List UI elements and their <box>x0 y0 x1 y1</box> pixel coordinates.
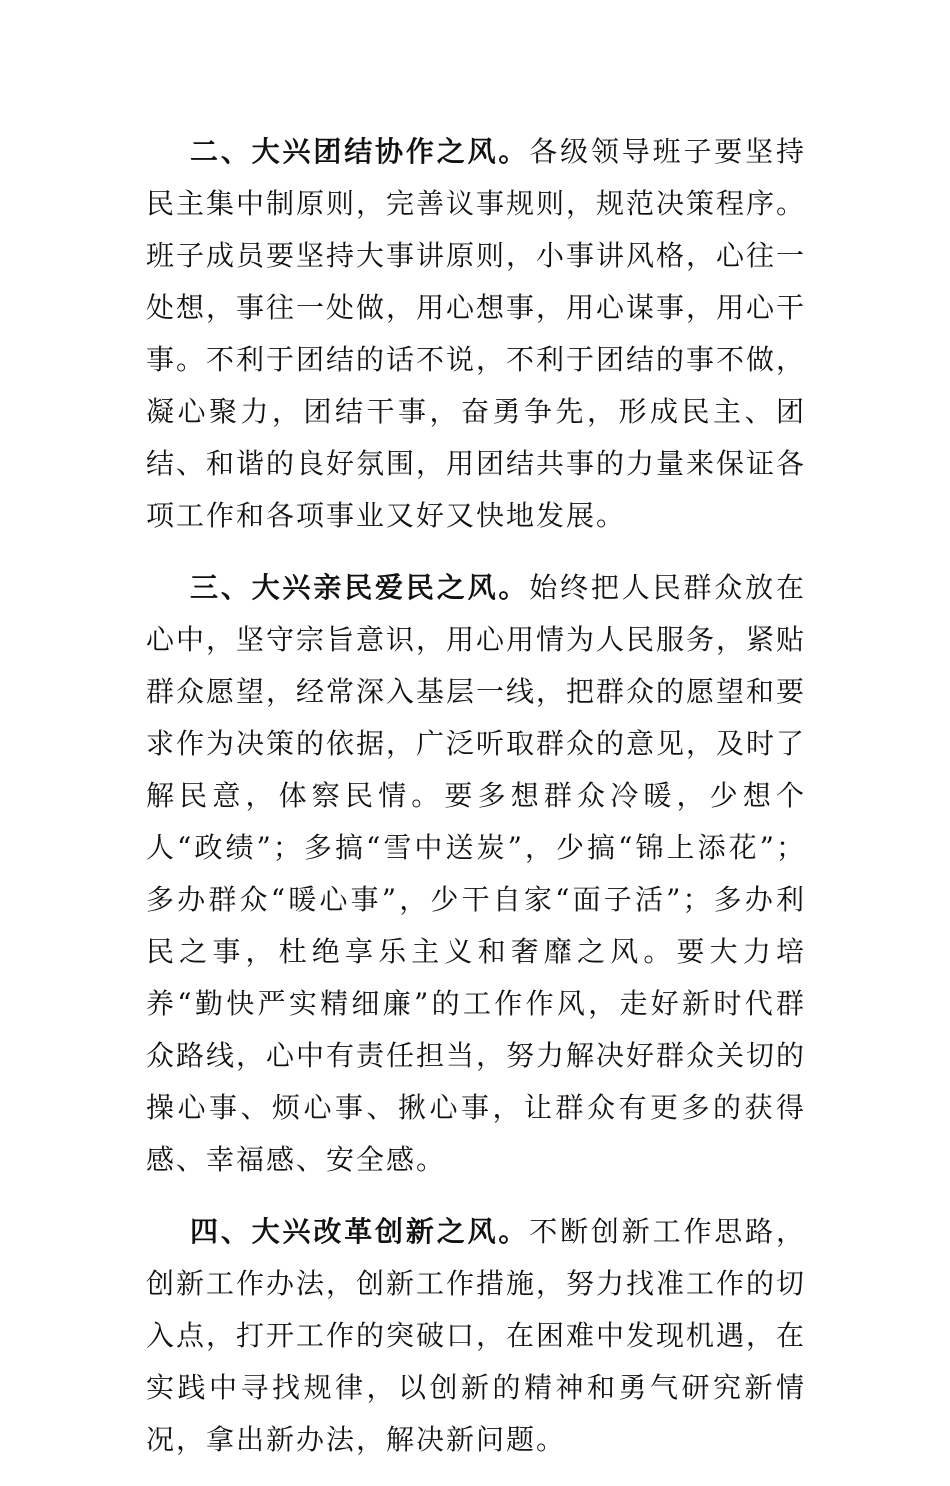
section-paragraph-4 <box>146 1206 806 1466</box>
section-body-4: 不断创新工作思路，创新工作办法，创新工作措施，努力找准工作的切入点，打开工作的突破口，在困难中发现机遇，在实践中寻找规律，以创新的精神和勇气研究新情况，拿出新办法，解决新问题。 <box>146 1215 807 1456</box>
section-heading-3: 三、大兴亲民爱民之风。 <box>190 571 530 604</box>
document-body <box>146 126 806 1486</box>
section-paragraph-3 <box>146 562 806 1186</box>
section-body-2: 各级领导班子要坚持民主集中制原则，完善议事规则，规范决策程序。班子成员要坚持大事讲原则，小事讲风格，心往一处想，事往一处做，用心想事，用心谋事，用心干事。不利于团结的话不说，不利于团结的事不做，凝心聚力，团结干事，奋勇争先，形成民主、团结、和谐的良好氛围，用团结共事的力量来保证各项工作和各项事业又好又快地发展。 <box>146 135 807 532</box>
section-paragraph-2 <box>146 126 806 542</box>
section-body-3: 始终把人民群众放在心中，坚守宗旨意识，用心用情为人民服务，紧贴群众愿望，经常深入基层一线，把群众的愿望和要求作为决策的依据，广泛听取群众的意见，及时了解民意，体察民情。要多想群众冷暖，少想个人“政绩”；多搞“雪中送炭”，少搞“锦上添花”；多办群众“暖心事”，少干自家“面子活”；多办利民之事，杜绝享乐主义和奢靡之风。要大力培养“勤快严实精细廉”的工作作风，走好新时代群众路线，心中有责任担当，努力解决好群众关切的操心事、烦心事、揪心事，让群众有更多的获得感、幸福感、安全感。 <box>146 571 807 1176</box>
section-heading-4: 四、大兴改革创新之风。 <box>190 1215 530 1248</box>
section-heading-2: 二、大兴团结协作之风。 <box>190 135 530 168</box>
